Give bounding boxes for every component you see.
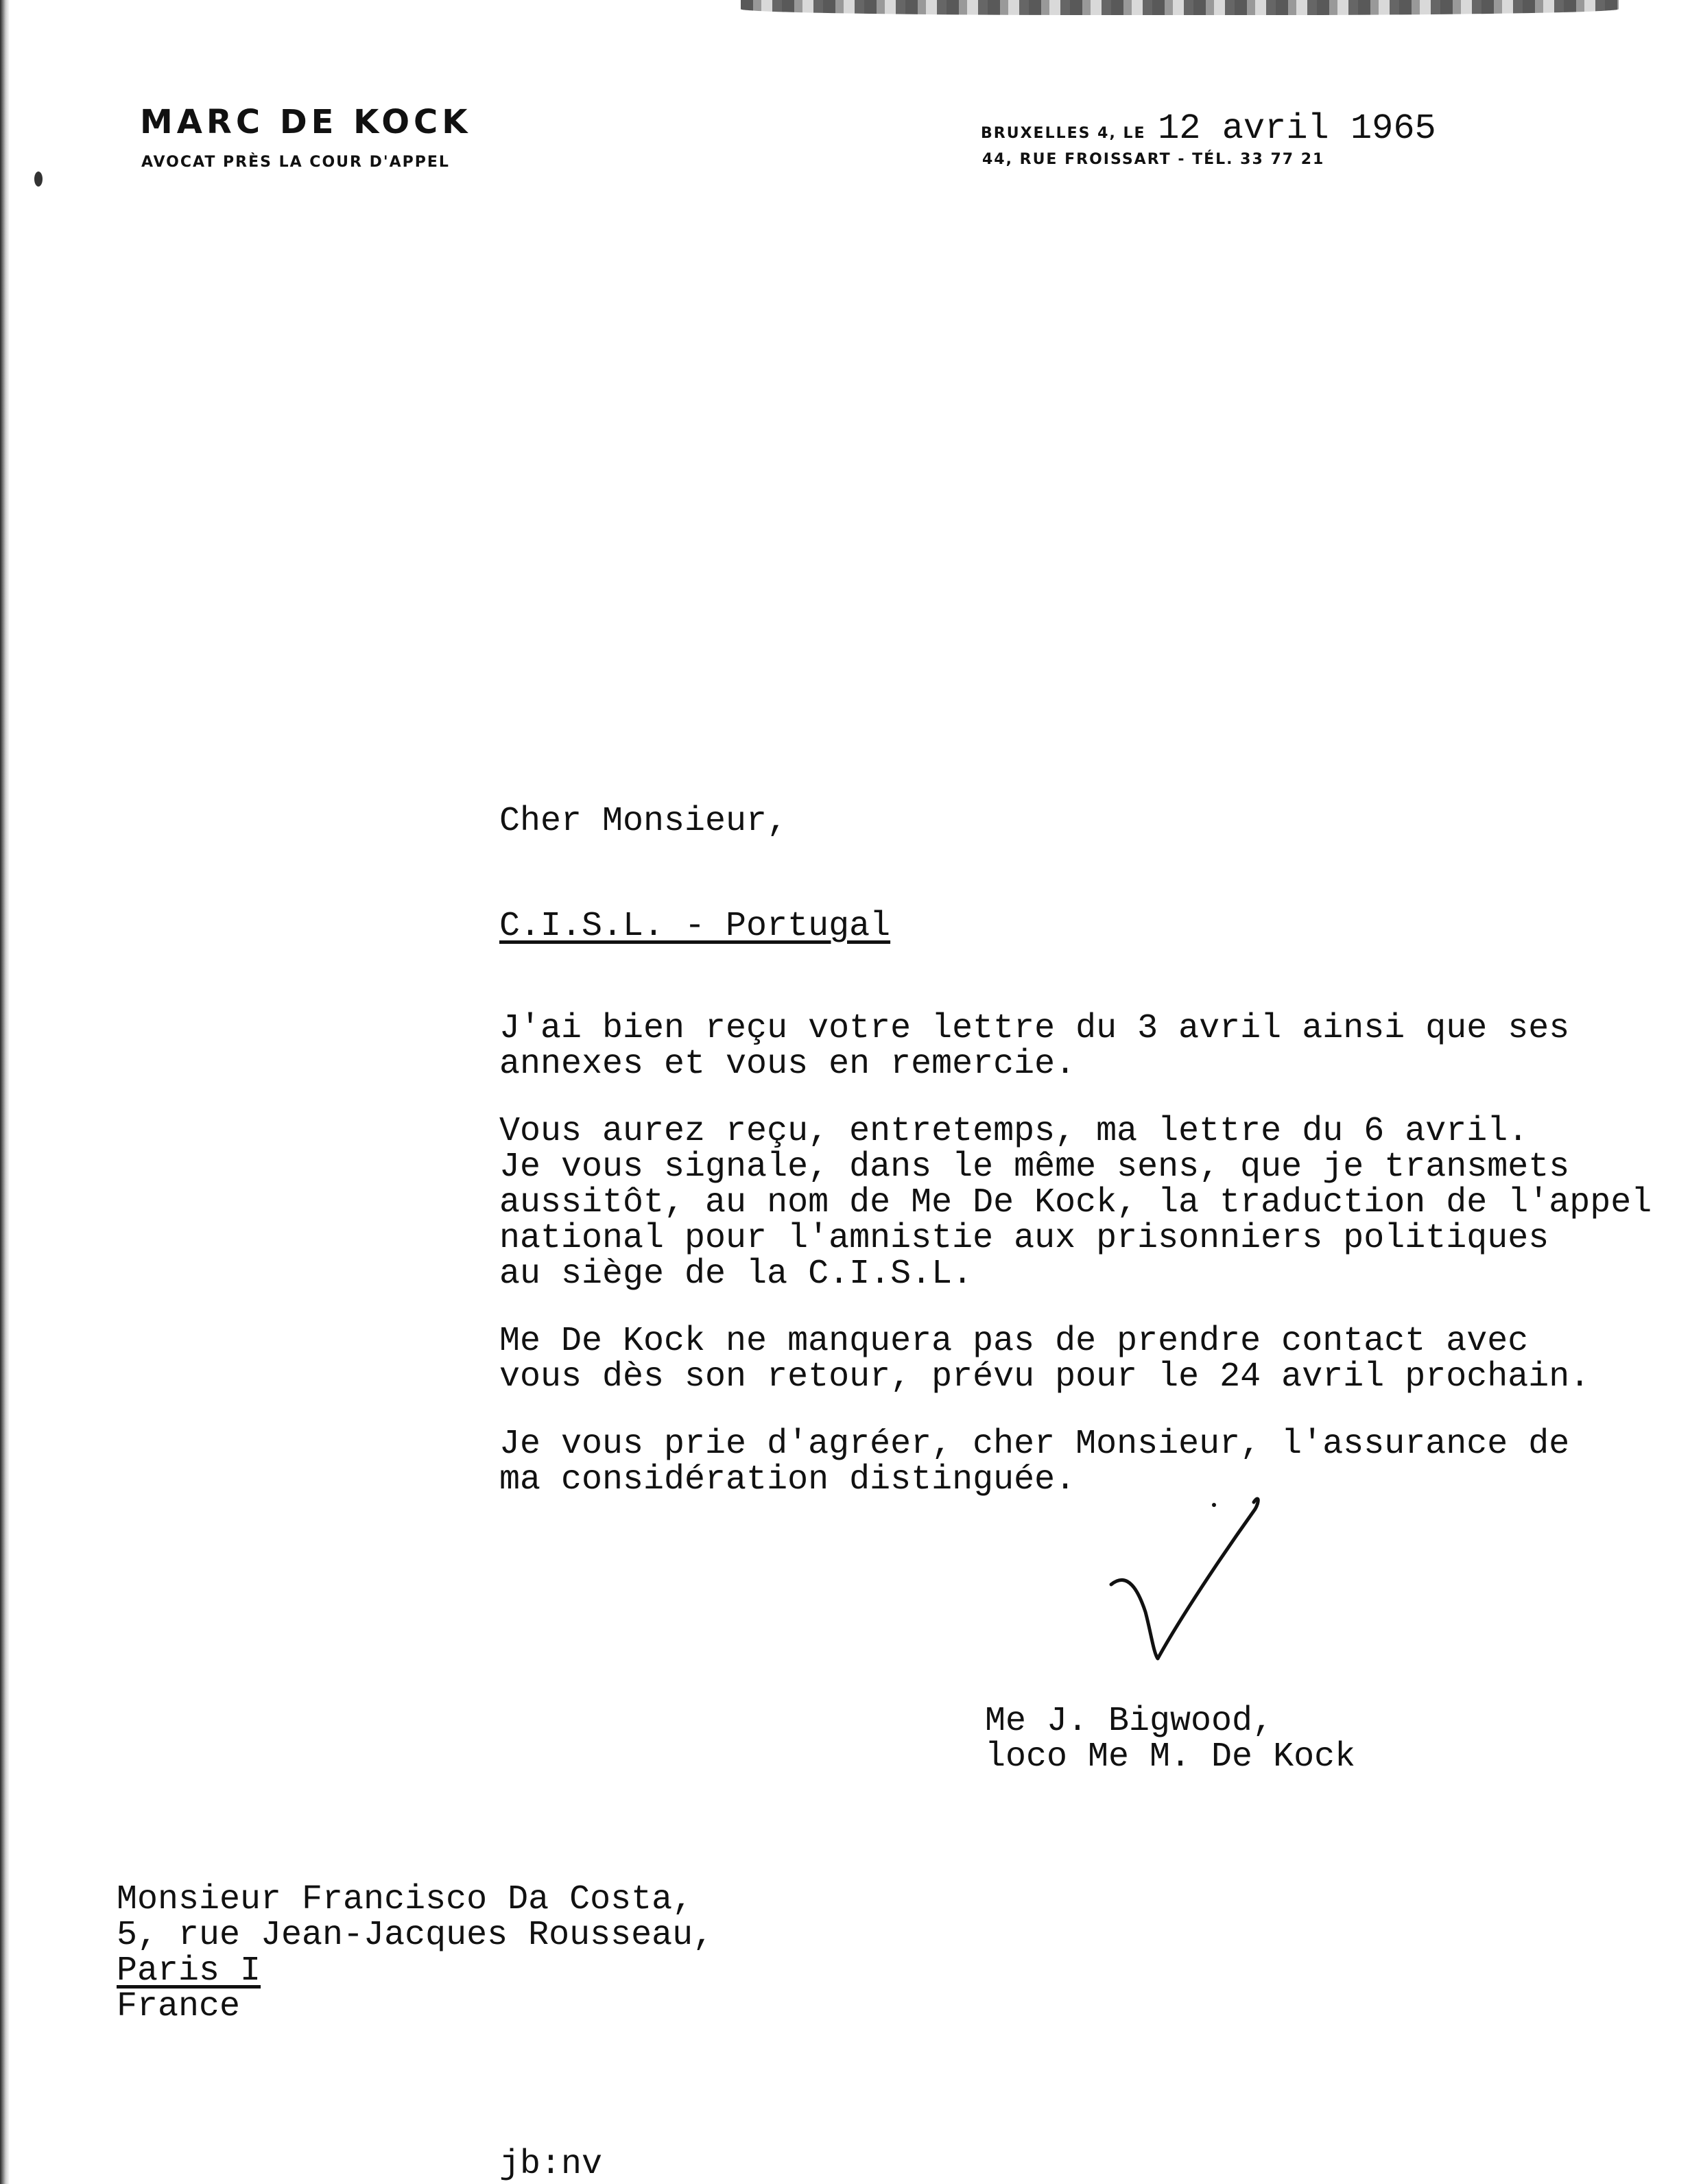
- subject-line: C.I.S.L. - Portugal: [499, 907, 891, 946]
- paragraph-line: ma considération distinguée.: [499, 1460, 1076, 1499]
- reference-initials: jb:nv: [499, 2145, 603, 2184]
- recipient-city: Paris I: [117, 1951, 261, 1991]
- paragraph-line: Me De Kock ne manquera pas de prendre contact avec: [499, 1322, 1529, 1361]
- place-date-line: [981, 108, 1436, 149]
- signer-block: [985, 1704, 1355, 1775]
- paragraph-line: vous dès son retour, prévu pour le 24 avril prochain.: [499, 1357, 1591, 1397]
- recipient-line: Monsieur Francisco Da Costa,: [117, 1880, 693, 1919]
- recipient-line: 5, rue Jean-Jacques Rousseau,: [117, 1916, 714, 1955]
- paragraph-line: Je vous prie d'agréer, cher Monsieur, l'assurance de: [499, 1425, 1570, 1464]
- paragraph-line: national pour l'amnistie aux prisonniers politiques: [499, 1219, 1549, 1258]
- paragraph-line: Vous aurez reçu, entretemps, ma lettre du 6 avril.: [499, 1112, 1529, 1151]
- signer-name: Me J. Bigwood,: [985, 1702, 1274, 1741]
- recipient-address: [117, 1882, 713, 2025]
- firm-name: MARC DE KOCK: [140, 103, 472, 141]
- paragraph-line: Je vous signale, dans le même sens, que je transmets: [499, 1148, 1570, 1187]
- paragraph-line: annexes et vous en remercie.: [499, 1045, 1076, 1084]
- handwritten-signature: [1097, 1475, 1303, 1674]
- firm-title: AVOCAT PRÈS LA COUR D'APPEL: [141, 154, 450, 171]
- paragraph-2: [499, 1114, 1652, 1292]
- salutation: Cher Monsieur,: [499, 802, 788, 841]
- paragraph-3: [499, 1324, 1590, 1395]
- firm-address: 44, RUE FROISSART - TÉL. 33 77 21: [982, 151, 1325, 168]
- ink-speck: [34, 171, 43, 187]
- paragraph-line: aussitôt, au nom de Me De Kock, la traduction de l'appel: [499, 1183, 1652, 1222]
- paragraph-line: J'ai bien reçu votre lettre du 3 avril ainsi que ses: [499, 1009, 1570, 1048]
- scan-edge-top: [741, 0, 1619, 15]
- signer-role: loco Me M. De Kock: [985, 1737, 1356, 1777]
- letter-date: 12 avril 1965: [1158, 108, 1436, 149]
- paragraph-4: [499, 1427, 1569, 1498]
- place-label: BRUXELLES 4, LE: [981, 125, 1146, 142]
- recipient-country: France: [117, 1987, 241, 2026]
- paragraph-line: au siège de la C.I.S.L.: [499, 1255, 973, 1294]
- scan-edge-left: [0, 0, 10, 2184]
- paragraph-1: [499, 1011, 1569, 1082]
